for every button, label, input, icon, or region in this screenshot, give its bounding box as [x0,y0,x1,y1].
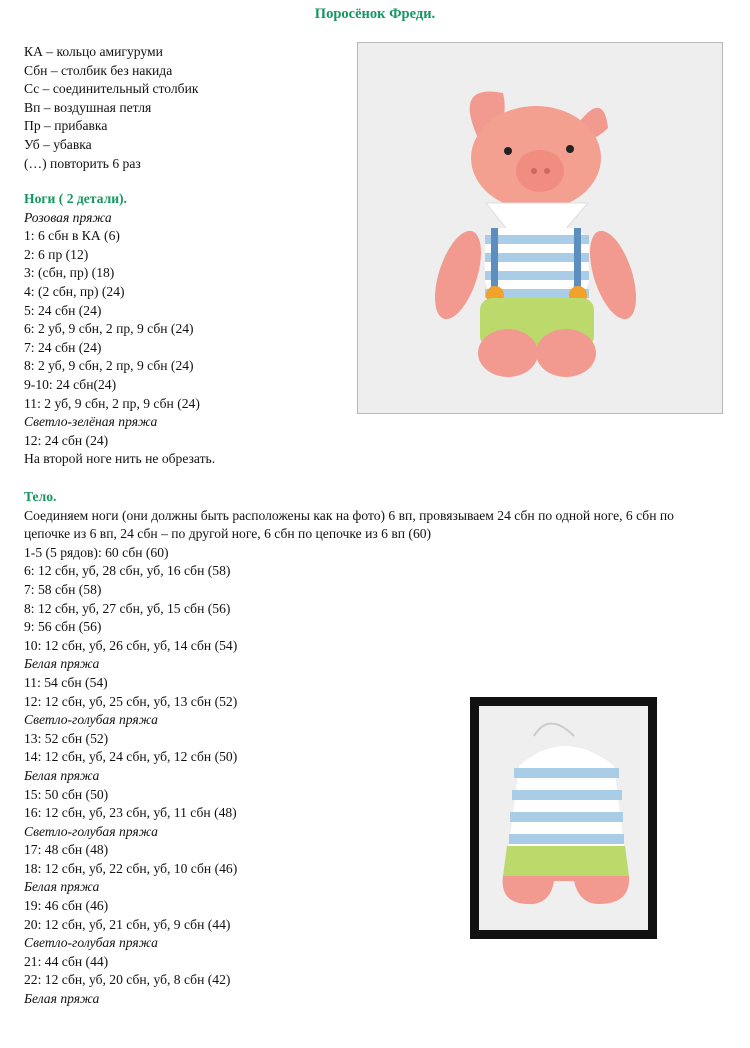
instruction-row: 20: 12 сбн, уб, 21 сбн, уб, 9 сбн (44) [24,916,231,932]
instruction-row: 6: 2 уб, 9 сбн, 2 пр, 9 сбн (24) [24,321,194,337]
instruction-row: 1-5 (5 рядов): 60 сбн (60) [24,544,169,560]
instruction-row: 12: 12 сбн, уб, 25 сбн, уб, 13 сбн (52) [24,693,238,709]
page-title: Поросёнок Фреди. [314,6,436,22]
yarn-color-note: Белая пряжа [24,767,100,783]
instruction-row: 21: 44 сбн (44) [24,953,109,969]
yarn-color-note: Светло-голубая пряжа [24,712,158,728]
legs-instructions [24,209,215,469]
instruction-row: 15: 50 сбн (50) [24,786,109,802]
instruction-row: 16: 12 сбн, уб, 23 сбн, уб, 11 сбн (48) [24,805,237,821]
instruction-row: 11: 2 уб, 9 сбн, 2 пр, 9 сбн (24) [24,395,200,411]
abbreviation-item: Вп – воздушная петля [24,99,152,115]
yarn-color-note: Розовая пряжа [24,209,112,225]
instruction-row: 7: 24 сбн (24) [24,339,102,355]
abbreviation-item: КА – кольцо амигуруми [24,44,163,59]
instruction-row: На второй ноге нить не обрезать. [24,451,216,467]
legs-section [24,190,215,469]
body-intro: Соединяем ноги (они должны быть расположены как на фото) 6 вп, провязываем 24 сбн по одной ноге, 6 сбн по цепочке из 6 вп, 24 сбн – по другой ноге, 6 сбн по цепочке из 6 вп (60) [24,507,674,542]
instruction-row: 18: 12 сбн, уб, 22 сбн, уб, 10 сбн (46) [24,860,238,876]
legs-heading: Ноги ( 2 детали). [24,191,127,206]
instruction-row: 7: 58 сбн (58) [24,581,102,597]
abbreviation-item: (…) повторить 6 раз [24,155,141,171]
yarn-color-note: Белая пряжа [24,879,100,895]
instruction-row: 13: 52 сбн (52) [24,730,109,746]
pig-toy-photo [357,42,723,414]
abbreviation-item: Сбн – столбик без накида [24,62,173,78]
instruction-row: 12: 24 сбн (24) [24,432,109,448]
yarn-color-note: Светло-зелёная пряжа [24,414,158,430]
instruction-row: 22: 12 сбн, уб, 20 сбн, уб, 8 сбн (42) [24,972,231,988]
yarn-color-note: Светло-голубая пряжа [24,823,158,839]
yarn-color-note: Белая пряжа [24,656,100,672]
instruction-row: 17: 48 сбн (48) [24,842,109,858]
instruction-row: 1: 6 сбн в КА (6) [24,228,120,244]
instruction-row: 2: 6 пр (12) [24,246,89,262]
abbreviation-list [24,43,198,173]
body-heading: Тело. [24,489,57,504]
abbreviation-item: Уб – убавка [24,136,92,152]
instruction-row: 4: (2 сбн, пр) (24) [24,283,125,299]
abbreviation-item: Пр – прибавка [24,118,108,134]
instruction-row: 19: 46 сбн (46) [24,898,109,914]
yarn-color-note: Белая пряжа [24,991,100,1007]
instruction-row: 9-10: 24 сбн(24) [24,376,117,392]
instruction-row: 10: 12 сбн, уб, 26 сбн, уб, 14 сбн (54) [24,637,238,653]
yarn-color-note: Светло-голубая пряжа [24,935,158,951]
instruction-row: 5: 24 сбн (24) [24,302,102,318]
instruction-row: 14: 12 сбн, уб, 24 сбн, уб, 12 сбн (50) [24,749,238,765]
instruction-row: 9: 56 сбн (56) [24,619,102,635]
instruction-row: 6: 12 сбн, уб, 28 сбн, уб, 16 сбн (58) [24,563,231,579]
instruction-row: 8: 2 уб, 9 сбн, 2 пр, 9 сбн (24) [24,358,194,374]
instruction-row: 3: (сбн, пр) (18) [24,265,115,281]
instruction-row: 8: 12 сбн, уб, 27 сбн, уб, 15 сбн (56) [24,600,231,616]
instruction-row: 11: 54 сбн (54) [24,674,108,690]
abbreviation-item: Сс – соединительный столбик [24,81,199,97]
body-piece-photo [470,697,657,939]
